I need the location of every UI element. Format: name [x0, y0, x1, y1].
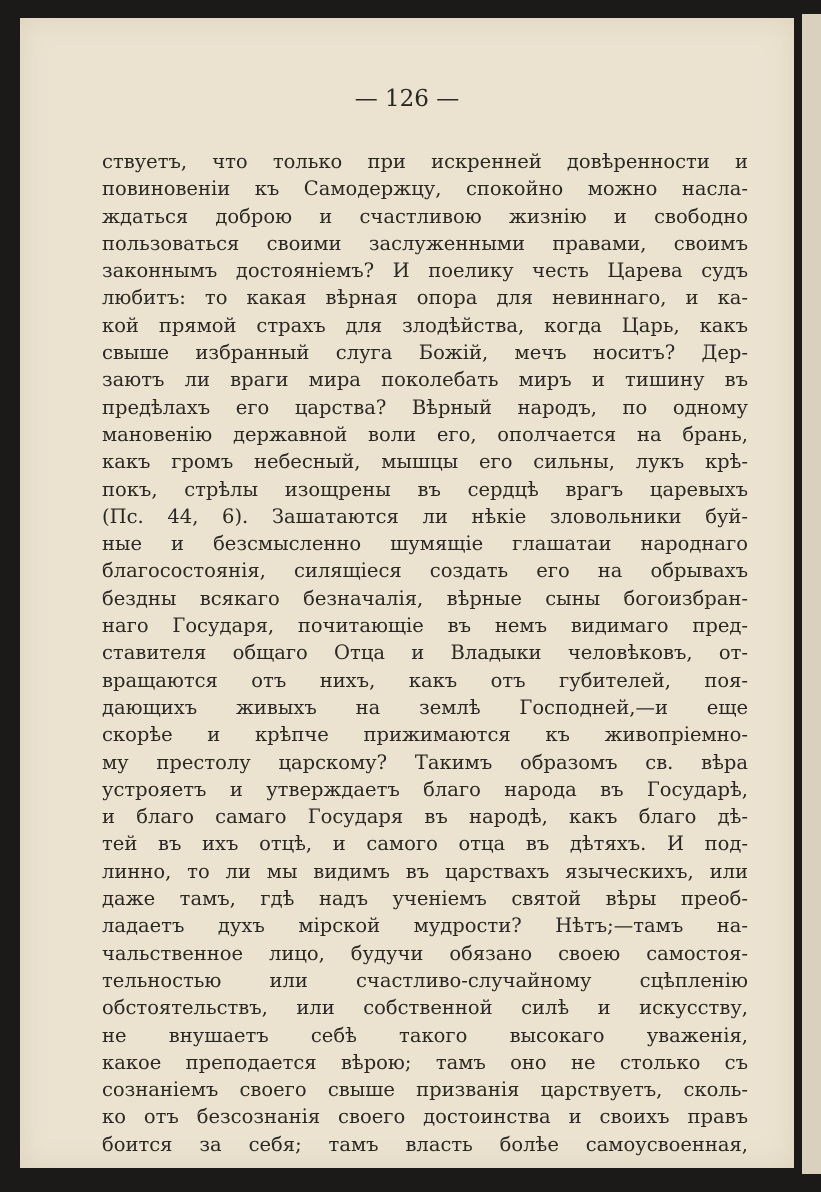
text-line: предѣлахъ его царства? Вѣрный народъ, по одному [102, 395, 748, 419]
text-line: свыше избранный слуга Божій, мечъ носитъ? Дер- [102, 341, 748, 365]
text-line: какое преподается вѣрою; тамъ оно не столько съ [102, 1050, 748, 1074]
text-line: тей въ ихъ отцѣ, и самого отца въ дѣтяхъ. И под- [102, 832, 748, 856]
text-line: обстоятельствъ, или собственной силѣ и искусству, [102, 996, 748, 1020]
text-line: заютъ ли враги мира поколебать миръ и тишину въ [102, 368, 748, 392]
text-line: какъ громъ небесный, мышцы его сильны, лукъ крѣ- [102, 450, 748, 474]
adjacent-page-edge [802, 14, 821, 1174]
text-line: ко отъ безсознанія своего достоинства и своихъ правъ [102, 1105, 748, 1129]
text-line: чальственное лицо, будучи обязано своею самостоя- [102, 941, 748, 965]
text-line: устрояетъ и утверждаетъ благо народа въ Государѣ, [102, 777, 748, 801]
text-line: пользоваться своими заслуженными правами, своимъ [102, 231, 748, 255]
text-line: законнымъ достояніемъ? И поелику честь Царева судъ [102, 259, 748, 283]
text-line: дающихъ живыхъ на землѣ Господней,—и еще [102, 695, 748, 719]
text-line: (Пс. 44, 6). Зашатаются ли нѣкіе зловольники буй- [102, 504, 748, 528]
text-line: не внушаетъ себѣ такого высокаго уваженія, [102, 1023, 748, 1047]
text-line: боится за себя; тамъ власть болѣе самоусвоенная, [102, 1132, 748, 1156]
text-line: и благо самаго Государя въ народѣ, какъ благо дѣ- [102, 805, 748, 829]
text-line: наго Государя, почитающіе въ немъ видимаго пред- [102, 614, 748, 638]
text-line: скорѣе и крѣпче прижимаются къ живопріемно- [102, 723, 748, 747]
text-line: ладаетъ духъ мірской мудрости? Нѣтъ;—тамъ на- [102, 914, 748, 938]
text-line: повиновеніи къ Самодержцу, спокойно можно насла- [102, 177, 748, 201]
text-line: покъ, стрѣлы изощрены въ сердцѣ врагъ царевыхъ [102, 477, 748, 501]
text-line: мановенію державной воли его, ополчается на брань, [102, 422, 748, 446]
text-line: вращаются отъ нихъ, какъ отъ губителей, поя- [102, 668, 748, 692]
book-page [20, 18, 794, 1168]
text-line: ные и безсмысленно шумящіе глашатаи народнаго [102, 532, 748, 556]
text-line: любитъ: то какая вѣрная опора для невиннаго, и ка- [102, 286, 748, 310]
text-line: ждаться доброю и счастливою жизнію и свободно [102, 204, 748, 228]
text-line: линно, то ли мы видимъ въ царствахъ языческихъ, или [102, 859, 748, 883]
text-line: му престолу царскому? Такимъ образомъ св. вѣра [102, 750, 748, 774]
text-line: даже тамъ, гдѣ надъ ученіемъ святой вѣры преоб- [102, 887, 748, 911]
text-line: бездны всякаго безначалія, вѣрные сыны богоизбран- [102, 586, 748, 610]
body-text [102, 148, 748, 1158]
text-line: сознаніемъ своего свыше призванія царствуетъ, сколь- [102, 1078, 748, 1102]
page-number: — 126 — [354, 86, 460, 112]
text-line: тельностью или счастливо-случайному сцѣпленію [102, 968, 748, 992]
text-line: ставителя общаго Отца и Владыки человѣковъ, от- [102, 641, 748, 665]
text-line: благосостоянія, силящіеся создать его на обрывахъ [102, 559, 748, 583]
text-line: кой прямой страхъ для злодѣйства, когда Царь, какъ [102, 313, 748, 337]
text-line: ствуетъ, что только при искренней довѣренности и [102, 150, 748, 173]
